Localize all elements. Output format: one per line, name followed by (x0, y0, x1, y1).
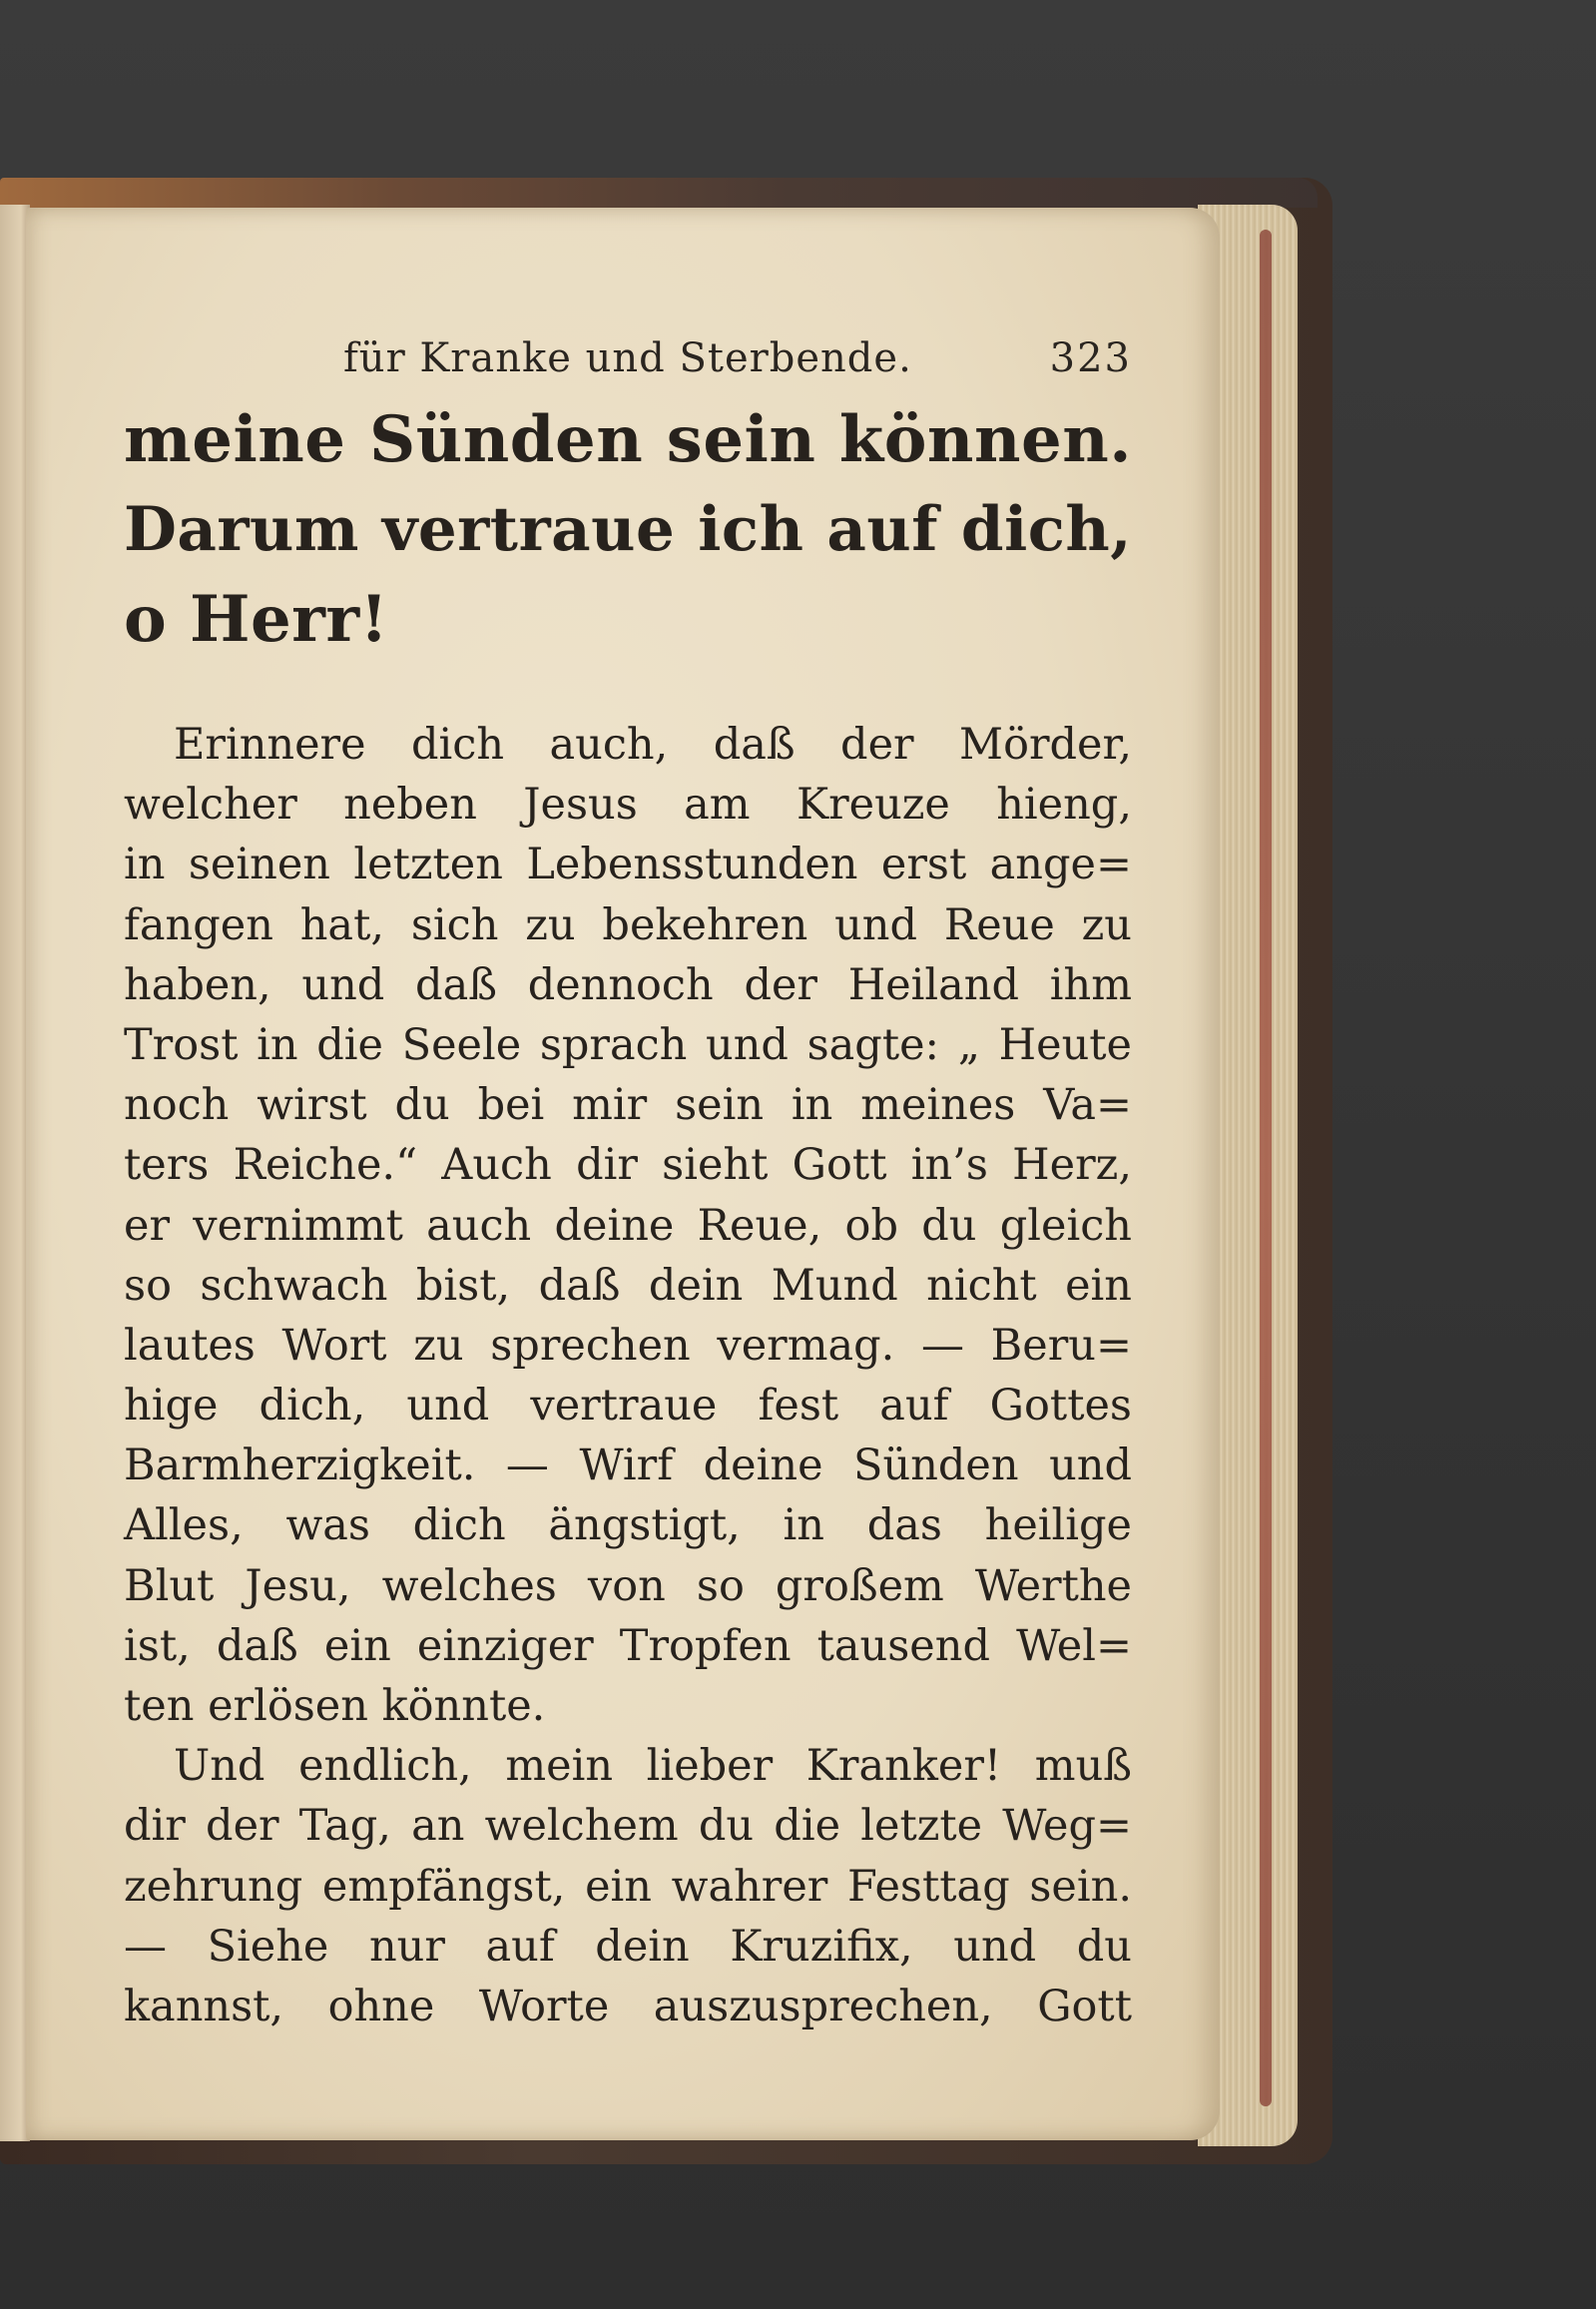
text-line: so schwach bist, daß dein Mund nicht ein (124, 1260, 1132, 1311)
text-line: kannst, ohne Worte auszusprechen, Gott (124, 1981, 1132, 2031)
text-line: welcher neben Jesus am Kreuze hieng, (124, 780, 1132, 831)
page-header (343, 335, 1132, 395)
running-head: für Kranke und Sterbende. (343, 335, 912, 381)
large-text-line: o Herr! (124, 582, 389, 657)
text-line: Erinnere dich auch, daß der Mörder, (174, 720, 1132, 770)
text-line: er vernimmt auch deine Reue, ob du gleich (124, 1200, 1132, 1251)
text-line: dir der Tag, an welchem du die letzte Weg= (124, 1801, 1132, 1852)
page-body (124, 395, 1132, 2036)
red-page-edge (1260, 230, 1272, 2106)
text-line: noch wirst du bei mir sein in meines Va= (124, 1080, 1132, 1131)
text-line: Barmherzigkeit. — Wirf deine Sünden und (124, 1441, 1132, 1491)
text-line: ters Reiche.“ Auch dir sieht Gott in’s Herz, (124, 1140, 1132, 1191)
large-text-line: meine Sünden sein können. (124, 402, 1132, 477)
text-line: — Siehe nur auf dein Kruzifix, und du (124, 1921, 1132, 1972)
text-line: lautes Wort zu sprechen vermag. — Beru= (124, 1320, 1132, 1371)
page-number: 323 (1049, 335, 1132, 381)
text-line: fangen hat, sich zu bekehren und Reue zu (124, 899, 1132, 950)
text-line: Und endlich, mein lieber Kranker! muß (174, 1741, 1132, 1792)
large-text-line: Darum vertraue ich auf dich, (124, 494, 1132, 565)
text-line: in seinen letzten Lebensstunden erst ange= (124, 840, 1132, 890)
text-line: Blut Jesu, welches von so großem Werthe (124, 1560, 1132, 1611)
text-line: ten erlösen könnte. (124, 1681, 546, 1731)
text-line: zehrung empfängst, ein wahrer Festtag sein. (124, 1861, 1132, 1912)
text-line: Trost in die Seele sprach und sagte: „ Heute (124, 1019, 1132, 1070)
text-line: Alles, was dich ängstigt, in das heilige (124, 1500, 1132, 1551)
paragraph-gap (124, 665, 1132, 715)
book-cover-top-edge (0, 178, 1318, 208)
text-line: ist, daß ein einziger Tropfen tausend Wel= (124, 1620, 1132, 1671)
book-page (26, 208, 1220, 2140)
text-line: haben, und daß dennoch der Heiland ihm (124, 959, 1132, 1010)
text-line: hige dich, und vertraue fest auf Gottes (124, 1381, 1132, 1432)
